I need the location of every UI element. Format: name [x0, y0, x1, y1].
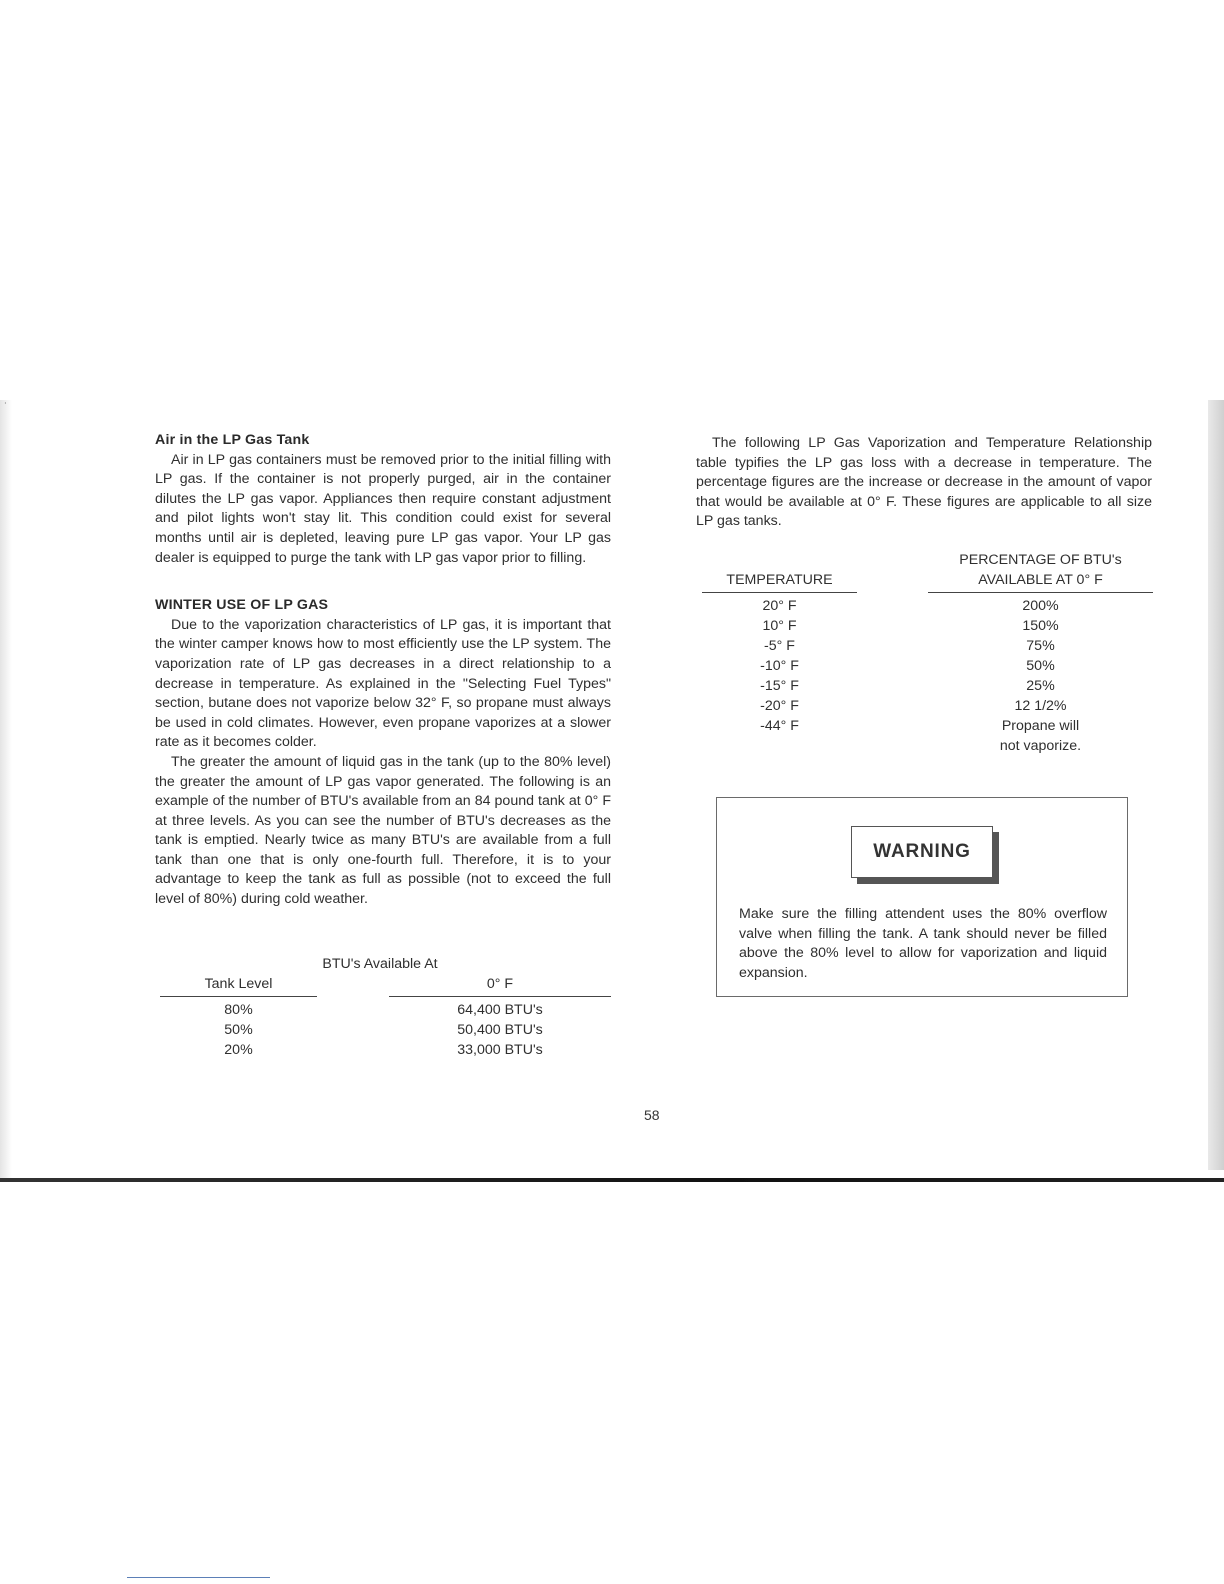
scan-left-shadow: [0, 400, 12, 1180]
pct-cell: 150%: [1022, 618, 1059, 634]
temp-cell: -15° F: [760, 678, 799, 694]
temp-table-rule-1: [702, 592, 857, 593]
warning-box: [716, 797, 1128, 997]
pct-cell: 75%: [1026, 638, 1055, 654]
temp-table-header-2b: AVAILABLE AT 0° F: [978, 572, 1103, 588]
pct-cell: 50%: [1026, 658, 1055, 674]
btu-value-cell: 64,400 BTU's: [457, 1002, 543, 1018]
left-column: [155, 431, 611, 910]
scan-mark: ˙: [4, 400, 8, 414]
btu-table-rule-1: [160, 996, 317, 997]
temp-table-header-1: TEMPERATURE: [726, 572, 833, 588]
section-body-winter-2: The greater the amount of liquid gas in the tank (up to the 80% level) the greater the amount of LP gas vapor generated. The following is an example of the number of BTU's available from an 84 pound tank at 0° F at three levels. As you can see the number of BTU's decreases as the tank is emptied. Nearly twice as many BTU's are available from a full tank than one that is only one-fourth full. Therefore, it is to your advantage to keep the tank as full as possible (not to exceed the full level of 80%) during cold weather.: [155, 753, 611, 908]
btu-level-cell: 80%: [224, 1002, 253, 1018]
btu-level-cell: 50%: [224, 1022, 253, 1038]
scan-bottom-edge: [0, 1178, 1224, 1182]
temp-table-header-2a: PERCENTAGE OF BTU's: [959, 552, 1122, 568]
temp-table-rule-2: [928, 592, 1153, 593]
pct-cell: 12 1/2%: [1014, 698, 1067, 714]
temp-cell: -20° F: [760, 698, 799, 714]
page-number: 58: [644, 1107, 660, 1123]
btu-level-cell: 20%: [224, 1042, 253, 1058]
btu-table-header-2a: BTU's Available At: [322, 956, 438, 972]
temp-cell: -10° F: [760, 658, 799, 674]
warning-text: Make sure the filling attendent uses the 80% overflow valve when filling the tank. A tank should never be filled above the 80% level to allow for vaporization and liquid expansion.: [739, 906, 1107, 981]
section-heading-winter: WINTER USE OF LP GAS: [155, 597, 329, 614]
pct-cell: 200%: [1022, 598, 1059, 614]
warning-badge: WARNING: [851, 826, 993, 878]
btu-table-header-1: Tank Level: [204, 976, 273, 992]
temp-cell: 10° F: [762, 618, 797, 634]
temp-cell: -5° F: [764, 638, 795, 654]
right-column: [696, 434, 1152, 532]
temp-cell: -44° F: [760, 718, 799, 734]
scan-right-edge: [1208, 400, 1224, 1170]
temp-cell: 20° F: [762, 598, 797, 614]
pct-cell: 25%: [1026, 678, 1055, 694]
section-body-winter-1: Due to the vaporization characteristics of LP gas, it is important that the winter camper knows how to most efficiently use the LP system. The vaporization rate of LP gas decreases in a direct relationship to a decrease in temperature. As explained in the "Selecting Fuel Types" section, butane does not vaporize below 32° F, so propane must always be used in cold climates. However, even propane vaporizes at a slower rate as it becomes colder.: [155, 616, 611, 751]
section-body-air: Air in LP gas containers must be removed prior to the initial filling with LP gas. If the container is not properly purged, air in the container dilutes the LP gas vapor. Appliances then require constant adjustment and pilot lights won't stay lit. This condition could exist for several months until air is depleted, leaving pure LP gas vapor. Your LP gas dealer is equipped to purge the tank with LP gas vapor prior to filling.: [155, 451, 611, 566]
section-heading-air: Air in the LP Gas Tank: [155, 432, 310, 448]
btu-value-cell: 50,400 BTU's: [457, 1022, 543, 1038]
btu-value-cell: 33,000 BTU's: [457, 1042, 543, 1058]
btu-table-rule-2: [389, 996, 611, 997]
right-intro: The following LP Gas Vaporization and Temperature Relationship table typifies the LP gas loss with a decrease in temperature. The percentage figures are the increase or decrease in the amount of vapor that would be available at 0° F. These figures are applicable to all size LP gas tanks.: [696, 435, 1152, 530]
btu-table-header-2b: 0° F: [486, 976, 514, 992]
pct-cell-continuation: not vaporize.: [999, 738, 1082, 754]
pct-cell: Propane will: [1001, 718, 1080, 734]
scan-blue-line: [127, 1577, 270, 1578]
